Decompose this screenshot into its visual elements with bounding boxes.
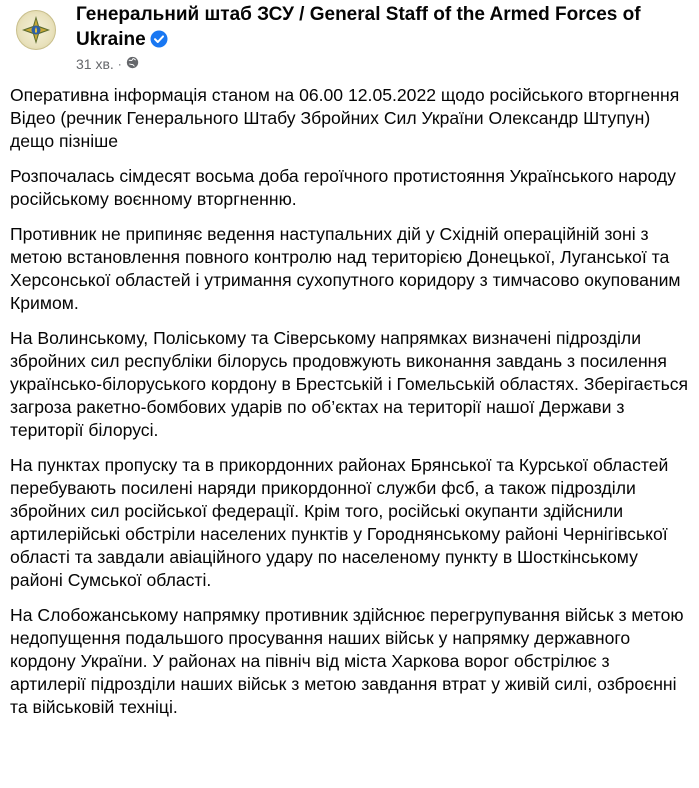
post-meta [76,55,139,73]
meta-separator: · [117,57,122,71]
paragraph-text: На пунктах пропуску та в прикордонних районах Брянської та Курської областей перебувають посилені наряди прикордонної служби фсб, а також підрозділи збройних сил російської федерації. Крім того, російські окупанти здійснили артилерійські обстріли населених пунктів у Городнянському районі Чернігівської області та завдали авіаційного удару по населеному пункту в Шосткінському районі Сумської області. [10,455,669,590]
emblem-avatar[interactable] [16,10,56,50]
armed-forces-emblem-icon [17,11,55,49]
paragraph-line: Відео (речник Генерального Штабу Збройних Сил України Олександр Штупун) дещо пізніше [10,108,651,151]
globe-icon[interactable] [126,55,139,73]
paragraph-text: На Волинському, Поліському та Сіверському напрямках визначені підрозділи збройних сил республіки білорусь продовжують виконання завдань з посилення українсько-білоруського кордону в Брестській і Гомельській областях. Зберігається загроза ракетно-бомбових ударів по об’єктах на території нашої Держави з території білорусі. [10,328,689,440]
paragraph-text: Розпочалась сімдесят восьма доба героїчного протистояння Українського народу російському воєнному вторгненню. [10,166,676,209]
post-body [10,84,690,731]
paragraph-text: На Слобожанському напрямку противник здійснює перегрупування військ з метою недопущення подальшого просування наших військ у напрямку державного кордону України. У районах на північ від міста Харкова ворог обстрілює з артилерії підрозділи наших військ з метою завдання втрат у живій силі, озброєнні та військовій техніці. [10,605,684,717]
paragraph-line: Оперативна інформація станом на 06.00 12.05.2022 щодо російського вторгнення [10,85,680,105]
verified-badge-icon [150,30,168,55]
author-name[interactable] [76,2,676,55]
post-timestamp[interactable]: 31 хв. [76,56,114,72]
paragraph-text: Противник не припиняє ведення наступальних дій у Східній операційній зоні з метою встановлення повного контролю над територією Донецької, Луганської та Херсонської областей і утримання сухопутного коридору з тимчасово окупованим Кримом. [10,224,681,313]
author-name-text[interactable]: Генеральний штаб ЗСУ / General Staff of the Armed Forces of Ukraine [76,4,641,50]
post-header [8,0,689,80]
paragraph-intro [10,84,690,153]
